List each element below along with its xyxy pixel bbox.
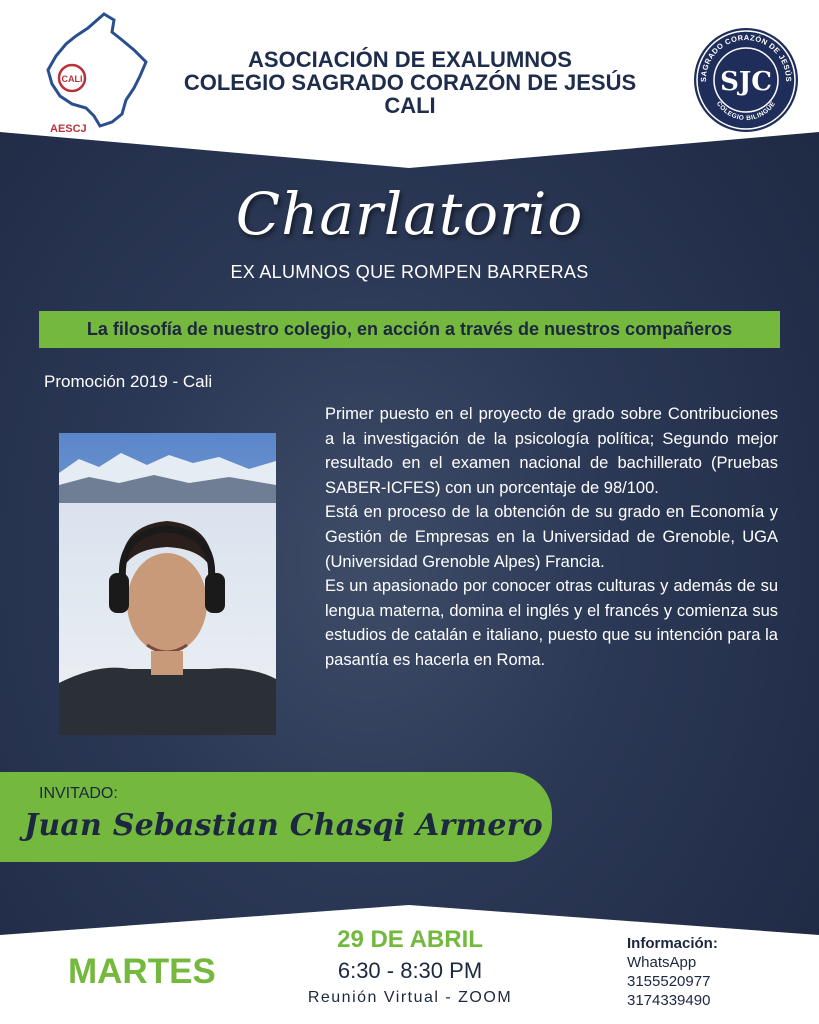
event-date: 29 DE ABRIL [337, 926, 483, 953]
guest-label: INVITADO: [39, 785, 118, 802]
svg-text:CALI: CALI [61, 74, 83, 84]
philosophy-banner [39, 311, 780, 348]
guest-biography [325, 402, 778, 673]
event-time: 6:30 - 8:30 PM [337, 958, 483, 983]
association-title [170, 48, 650, 117]
event-subtitle: EX ALUMNOS QUE ROMPEN BARRERAS [230, 262, 589, 282]
bio-paragraph: Es un apasionado por conocer otras culturas y además de su lengua materna, domina el inglés y el francés y comienza sus estudios de catalán e italiano, puesto que su intención para la pasantía es hacerla en Roma. [325, 577, 778, 669]
guest-name: Juan Sebastian Chasqi Armero [24, 808, 543, 843]
event-day: MARTES [68, 952, 216, 991]
aescj-logo [42, 10, 150, 135]
svg-text:SJC: SJC [720, 67, 772, 97]
guest-photo [59, 433, 276, 735]
bio-paragraph: Está en proceso de la obtención de su grado en Economía y Gestión de Empresas en la Universidad de Grenoble, UGA (Universidad Grenoble Alpes) Francia. [325, 503, 778, 571]
philosophy-banner-text: La filosofía de nuestro colegio, en acción a través de nuestros compañeros [86, 319, 733, 339]
meeting-type: Reunión Virtual - ZOOM [307, 989, 513, 1006]
school-seal-logo [692, 26, 800, 134]
association-title-line1: ASOCIACIÓN DE EXALUMNOS [248, 47, 572, 72]
promotion-label: Promoción 2019 - Cali [44, 372, 213, 391]
contact-info-title: Información: [627, 935, 718, 952]
association-title-line3: CALI [384, 93, 436, 118]
contact-channel: WhatsApp [627, 954, 697, 971]
contact-info [627, 934, 718, 1010]
svg-text:COLEGIO BILINGÜE: COLEGIO BILINGÜE [714, 100, 778, 123]
contact-phone[interactable]: 3155520977 [627, 973, 711, 990]
event-title: Charlatorio [235, 180, 584, 248]
svg-text:AESCJ: AESCJ [50, 123, 87, 135]
association-title-line2: COLEGIO SAGRADO CORAZÓN DE JESÚS [183, 70, 637, 95]
svg-text:SAGRADO CORAZÓN DE JESÚS: SAGRADO CORAZÓN DE JESÚS [698, 32, 794, 83]
bio-paragraph: Primer puesto en el proyecto de grado sobre Contribuciones a la investigación de la psicología política; Segundo mejor resultado en el examen nacional de bachillerato (Pruebas SABER-ICFES) con un porcentaje de 98/100. [325, 405, 778, 497]
contact-phone[interactable]: 3174339490 [627, 992, 711, 1009]
